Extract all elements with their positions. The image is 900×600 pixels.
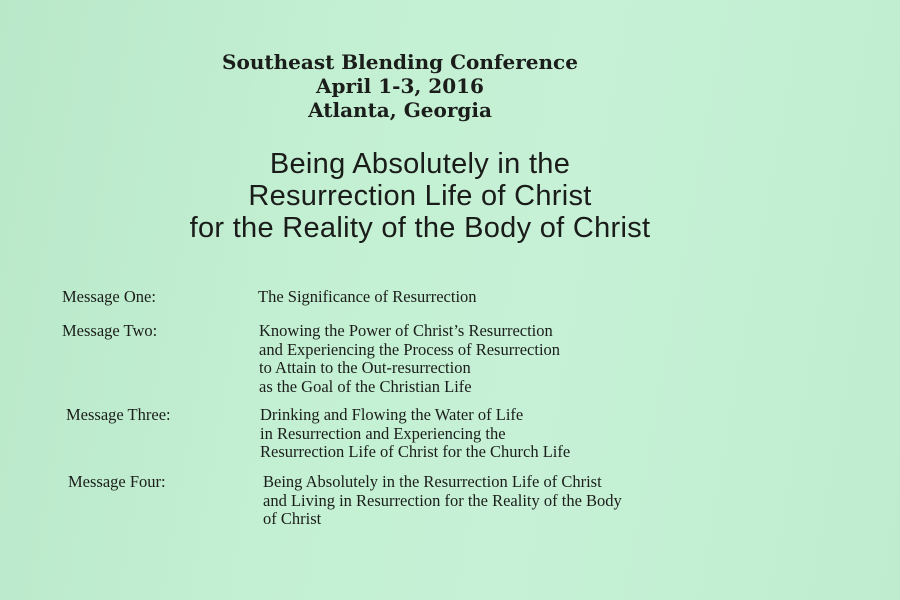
message-title-line: Drinking and Flowing the Water of Life (260, 405, 524, 424)
message-title-line: as the Goal of the Christian Life (259, 376, 472, 396)
theme-line: Resurrection Life of Christ (248, 180, 592, 212)
message-title-line: of Christ (263, 509, 322, 528)
conference-dates: April 1-3, 2016 (316, 74, 484, 98)
message-label: Message Four: (68, 472, 166, 491)
message-title-line: Being Absolutely in the Resurrection Life of Christ (263, 472, 602, 491)
message-title-line: Resurrection Life of Christ for the Church Life (260, 442, 571, 461)
message-title-line: to Attain to the Out-resurrection (259, 358, 471, 377)
conference-name: Southeast Blending Conference (222, 50, 578, 74)
message-title-line: Knowing the Power of Christ’s Resurrection (259, 321, 553, 340)
message-title (260, 406, 570, 462)
message-label: Message One: (62, 287, 156, 306)
message-title (259, 322, 560, 396)
message-title (258, 288, 477, 307)
message-title-line: and Living in Resurrection for the Reality of the Body (263, 490, 622, 510)
conference-location: Atlanta, Georgia (308, 98, 492, 122)
message-label: Message Two: (62, 321, 158, 340)
theme-line: Being Absolutely in the (269, 148, 571, 180)
message-title-line: The Significance of Resurrection (258, 287, 477, 306)
message-title-line: and Experiencing the Process of Resurrection (259, 339, 561, 359)
message-title-line: in Resurrection and Experiencing the (260, 423, 506, 443)
message-label: Message Three: (66, 405, 171, 424)
theme-line: for the Reality of the Body of Christ (189, 212, 651, 244)
message-title (263, 473, 622, 529)
